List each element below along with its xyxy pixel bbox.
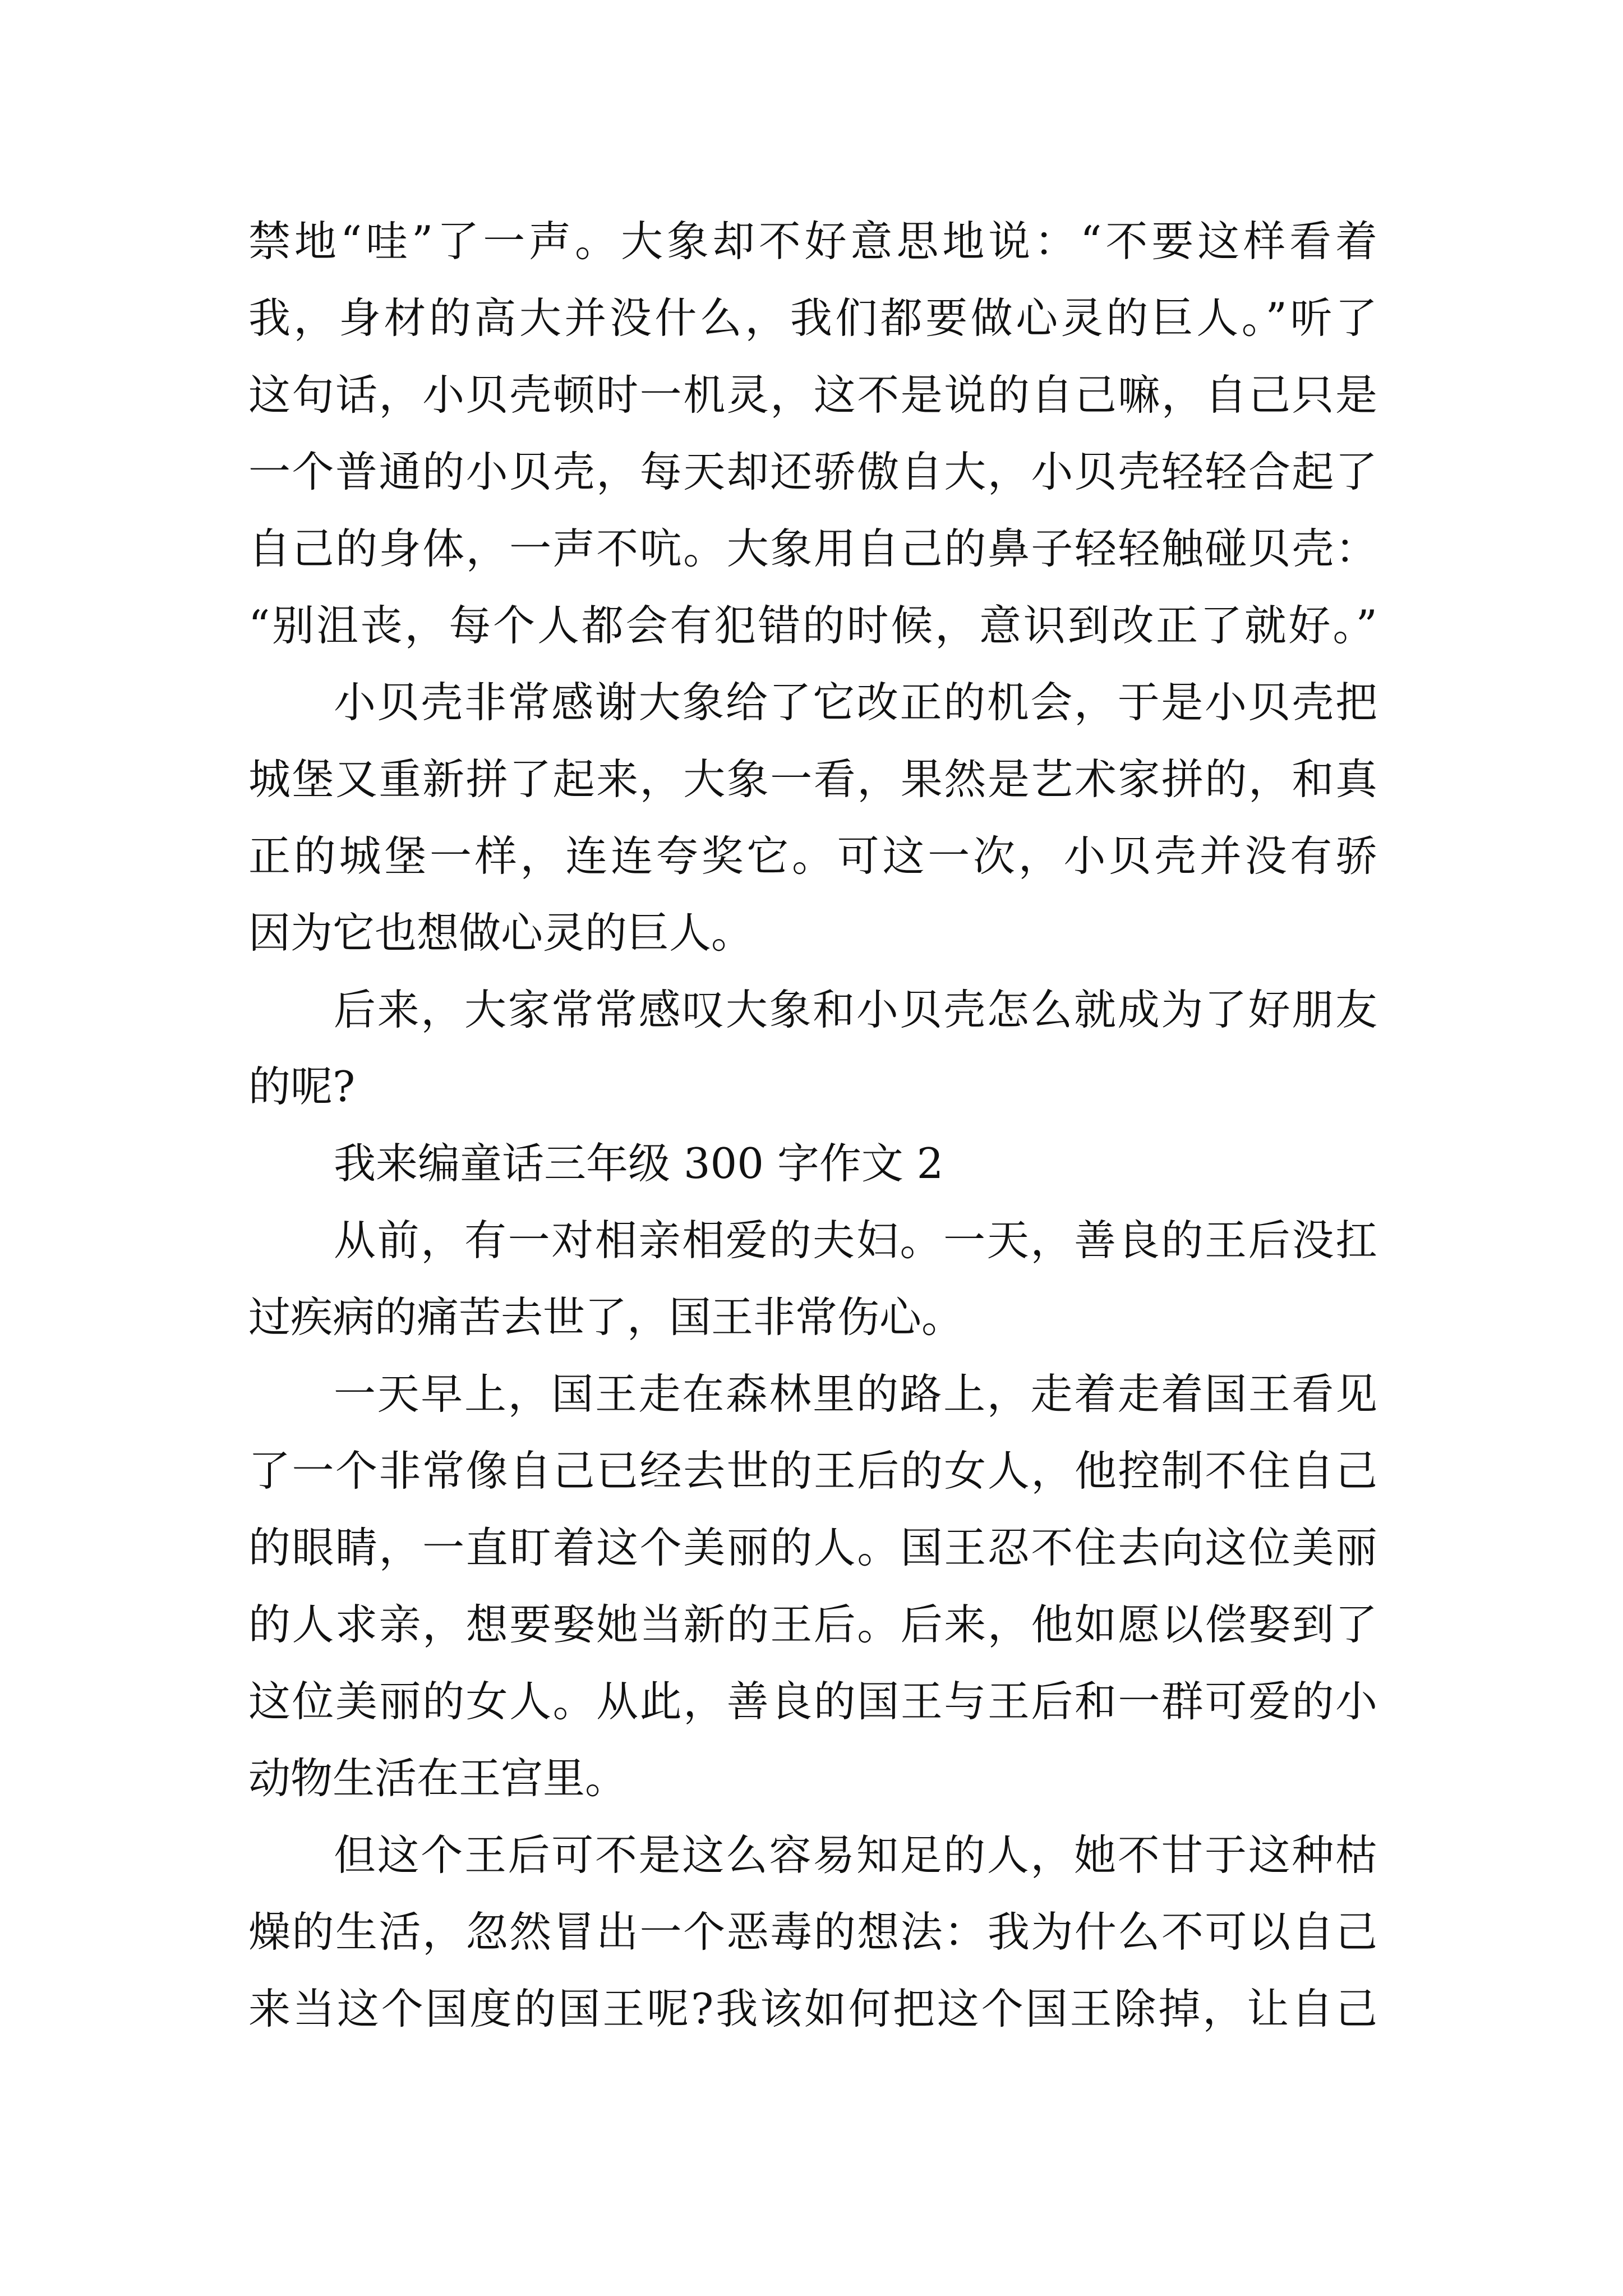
paragraph-first-line: 从前，有一对相亲相爱的夫妇。一天，善良的王后没扛	[334, 1216, 1377, 1265]
paragraph-last-line: 过疾病的痛苦去世了，国王非常伤心。	[248, 1292, 964, 1342]
paragraph-first-line: 但这个王后可不是这么容易知足的人，她不甘于这种枯	[334, 1830, 1377, 1880]
text-line: 一个普通的小贝壳，每天却还骄傲自大，小贝壳轻轻合起了	[248, 447, 1377, 496]
paragraph-first-line: 小贝壳非常感谢大象给了它改正的机会，于是小贝壳把	[334, 678, 1377, 727]
paragraph-last-line: 的呢?	[248, 1062, 356, 1111]
text-line: “别沮丧，每个人都会有犯错的时候，意识到改正了就好。”	[248, 601, 1377, 650]
text-line: 自己的身体，一声不吭。大象用自己的鼻子轻轻触碰贝壳：	[248, 524, 1377, 573]
paragraph-first-line: 后来，大家常常感叹大象和小贝壳怎么就成为了好朋友	[334, 985, 1377, 1034]
text-line: 了一个非常像自己已经去世的王后的女人，他控制不住自己	[248, 1446, 1377, 1496]
text-line: 来当这个国度的国王呢?我该如何把这个国王除掉，让自己	[248, 1984, 1377, 2033]
text-line: 城堡又重新拼了起来，大象一看，果然是艺术家拼的，和真	[248, 754, 1377, 804]
text-line: 燥的生活，忽然冒出一个恶毒的想法：我为什么不可以自己	[248, 1907, 1377, 1957]
paragraph-last-line: 动物生活在王宫里。	[248, 1754, 628, 1803]
text-line: 这位美丽的女人。从此，善良的国王与王后和一群可爱的小	[248, 1677, 1377, 1726]
text-line: 正的城堡一样，连连夸奖它。可这一次，小贝壳并没有骄	[248, 831, 1377, 881]
text-line: 的人求亲，想要娶她当新的王后。后来，他如愿以偿娶到了	[248, 1600, 1377, 1649]
text-line: 禁地“哇”了一声。大象却不好意思地说：“不要这样看着	[248, 217, 1377, 266]
paragraph-last-line: 因为它也想做心灵的巨人。	[248, 908, 754, 958]
text-line: 这句话，小贝壳顿时一机灵，这不是说的自己嘛，自己只是	[248, 370, 1377, 420]
section-heading: 我来编童话三年级 300 字作文 2	[334, 1139, 944, 1188]
text-line: 的眼睛，一直盯着这个美丽的人。国王忍不住去向这位美丽	[248, 1523, 1377, 1572]
paragraph-first-line: 一天早上，国王走在森林里的路上，走着走着国王看见	[334, 1369, 1377, 1419]
body-text	[248, 203, 1377, 2047]
text-line: 我，身材的高大并没什么，我们都要做心灵的巨人。”听了	[248, 293, 1377, 343]
